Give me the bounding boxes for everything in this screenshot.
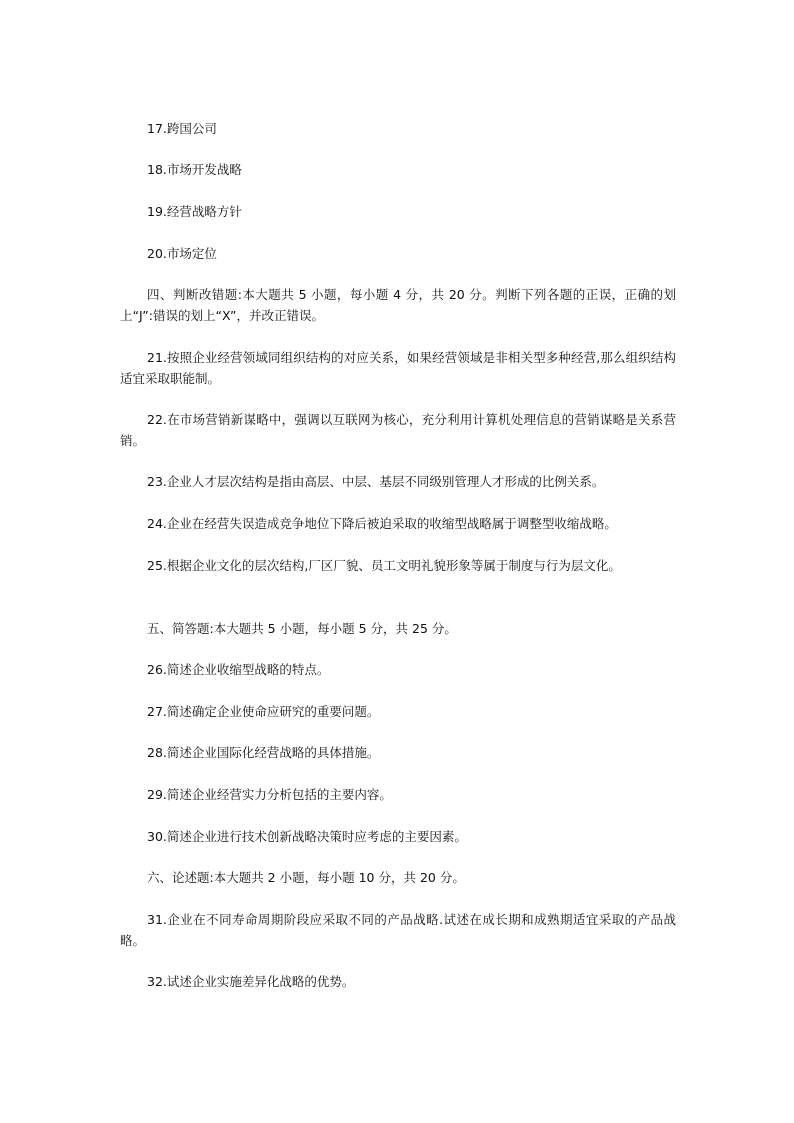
section-6-heading: 六、论述题:本大题共 2 小题，每小题 10 分，共 20 分。 <box>147 870 465 885</box>
judge-item-21: 21.按照企业经营领域同组织结构的对应关系，如果经营领域是非相关型多种经营,那么组织结构适宜采取职能制。 <box>120 350 676 386</box>
short-item-26: 26.简述企业收缩型战略的特点。 <box>147 662 330 677</box>
section-4-heading: 四、判断改错题:本大题共 5 小题，每小题 4 分，共 20 分。判断下列各题的正误，正确的划上“J”:错误的划上“X”，并改正错误。 <box>120 287 676 323</box>
judge-item-23: 23.企业人才层次结构是指由高层、中层、基层不同级别管理人才形成的比例关系。 <box>147 474 605 489</box>
essay-item-31: 31.企业在不同寿命周期阶段应采取不同的产品战略.试述在成长期和成熟期适宜采取的产品战略。 <box>120 912 676 948</box>
short-item-30: 30.简述企业进行技术创新战略决策时应考虑的主要因素。 <box>147 829 467 844</box>
term-item-20: 20.市场定位 <box>147 246 217 261</box>
term-item-18: 18.市场开发战略 <box>147 162 242 177</box>
short-item-27: 27.简述确定企业使命应研究的重要问题。 <box>147 704 380 719</box>
section-5-heading: 五、简答题:本大题共 5 小题，每小题 5 分，共 25 分。 <box>147 621 457 636</box>
short-item-29: 29.简述企业经营实力分析包括的主要内容。 <box>147 787 392 802</box>
judge-item-24: 24.企业在经营失误造成竞争地位下降后被迫采取的收缩型战略属于调整型收缩战略。 <box>147 516 617 531</box>
short-item-28: 28.简述企业国际化经营战略的具体措施。 <box>147 745 380 760</box>
term-item-19: 19.经营战略方针 <box>147 204 242 219</box>
essay-item-32: 32.试述企业实施差异化战略的优势。 <box>147 974 355 989</box>
judge-item-25: 25.根据企业文化的层次结构,厂区厂貌、员工文明礼貌形象等属于制度与行为层文化。 <box>147 558 621 573</box>
judge-item-22: 22.在市场营销新谋略中，强调以互联网为核心，充分利用计算机处理信息的营销谋略是关系营销。 <box>120 412 676 448</box>
term-item-17: 17.跨国公司 <box>147 121 217 136</box>
